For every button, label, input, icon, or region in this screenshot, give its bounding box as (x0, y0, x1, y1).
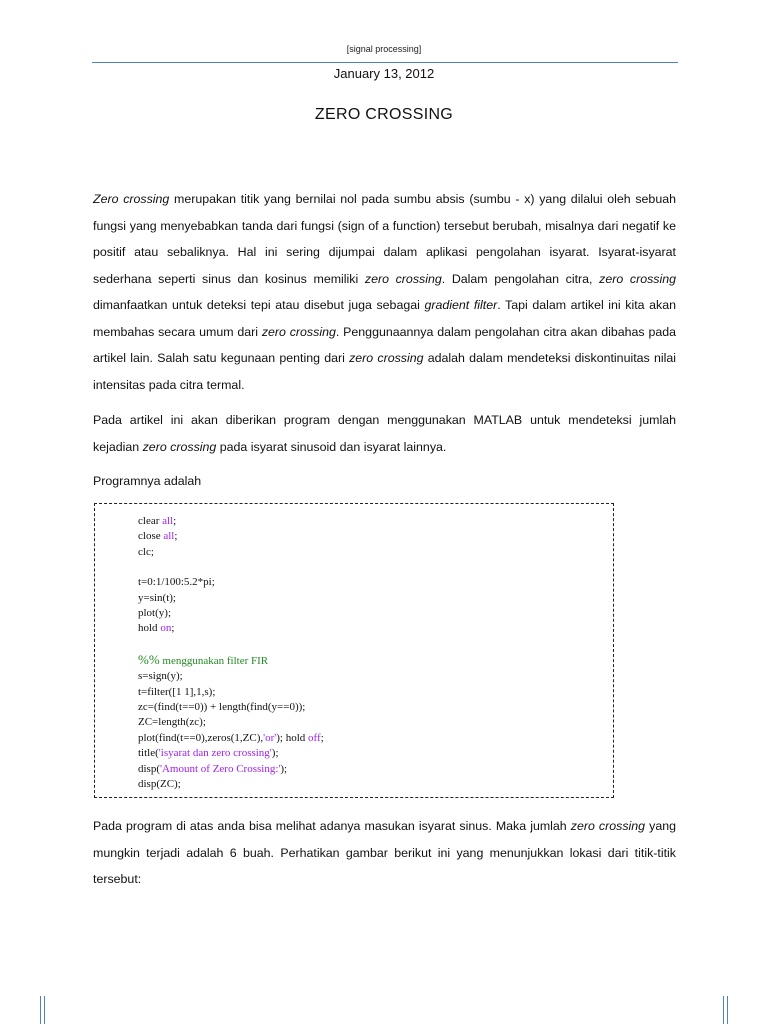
code-line: clear all; (138, 515, 177, 527)
code-line: ZC=length(zc); (138, 716, 206, 729)
code-line: clc; (138, 545, 154, 558)
term: zero crossing (142, 439, 217, 454)
paragraph-result (93, 813, 676, 893)
code-line: s=sign(y); (138, 670, 183, 683)
code-line: title('isyarat dan zero crossing'); (138, 747, 279, 760)
term: Zero crossing (93, 192, 170, 206)
term: zero crossing (570, 819, 646, 833)
text: . Dalam pengolahan citra, (441, 271, 600, 286)
paragraph-intro (93, 186, 676, 398)
term: zero crossing (261, 324, 336, 339)
header-rule (92, 62, 678, 63)
page-border-line (40, 996, 41, 1024)
program-heading: Programnya adalah (93, 474, 202, 488)
text: yang mungkin terjadi adalah 6 buah. Perhatikan gambar berikut ini yang menunjukkan lokasi dari titik-titik tersebut: (93, 819, 676, 886)
code-line: hold on; (138, 622, 175, 635)
term: zero crossing (599, 271, 677, 286)
code-listing (138, 514, 324, 793)
header-label: [signal processing] (346, 44, 422, 54)
code-line: close all; (138, 530, 178, 543)
term: zero crossing (364, 271, 442, 286)
term: gradient filter (424, 298, 498, 312)
text: . Tapi dalam artikel ini kita akan membahas secara umum dari (93, 298, 676, 339)
text: merupakan titik yang bernilai nol pada sumbu absis (sumbu - x) yang dilalui oleh sebuah fungsi yang menyebabkan tanda dari fungsi (sign of a function) tersebut berubah, misalnya dari negatif ke positif atau sebaliknya. Hal ini sering dijumpai dalam aplikasi pengolahan isyarat. Isyarat-isyarat sederhana seperti sinus dan kosinus memiliki (93, 192, 676, 286)
code-comment: %% menggunakan filter FIR (138, 651, 269, 667)
page-title: ZERO CROSSING (314, 106, 454, 123)
code-line: t=0:1/100:5.2*pi; (138, 576, 215, 589)
text: Pada artikel ini akan diberikan program dengan menggunakan MATLAB untuk mendeteksi jumlah kejadian (93, 413, 676, 454)
code-line: t=filter([1 1],1,s); (138, 685, 216, 698)
page-border-line (727, 996, 728, 1024)
code-line: y=sin(t); (138, 591, 176, 604)
text: Pada program di atas anda bisa melihat adanya masukan isyarat sinus. Maka jumlah (93, 819, 571, 833)
code-line: disp(ZC); (138, 778, 181, 791)
text: . Penggunaannya dalam pengolahan citra akan dibahas pada artikel lain. Salah satu kegunaan penting dari (93, 324, 677, 365)
code-line: plot(find(t==0),zeros(1,ZC),'or'); hold off; (138, 731, 324, 744)
code-line: disp('Amount of Zero Crossing:'); (138, 762, 288, 775)
text: adalah dalam mendeteksi diskontinuitas nilai intensitas pada citra termal. (93, 351, 676, 392)
code-line: zc=(find(t==0)) + length(find(y==0)); (138, 701, 306, 714)
page-border-line (723, 996, 724, 1024)
text: pada isyarat sinusoid dan isyarat lainnya. (216, 439, 447, 454)
text: dimanfaatkan untuk deteksi tepi atau disebut juga sebagai (93, 298, 425, 312)
page-border-line (44, 996, 45, 1024)
header-date: January 13, 2012 (333, 66, 435, 81)
paragraph-program-intro (93, 407, 676, 460)
code-line: plot(y); (138, 607, 171, 620)
term: zero crossing (349, 351, 424, 365)
